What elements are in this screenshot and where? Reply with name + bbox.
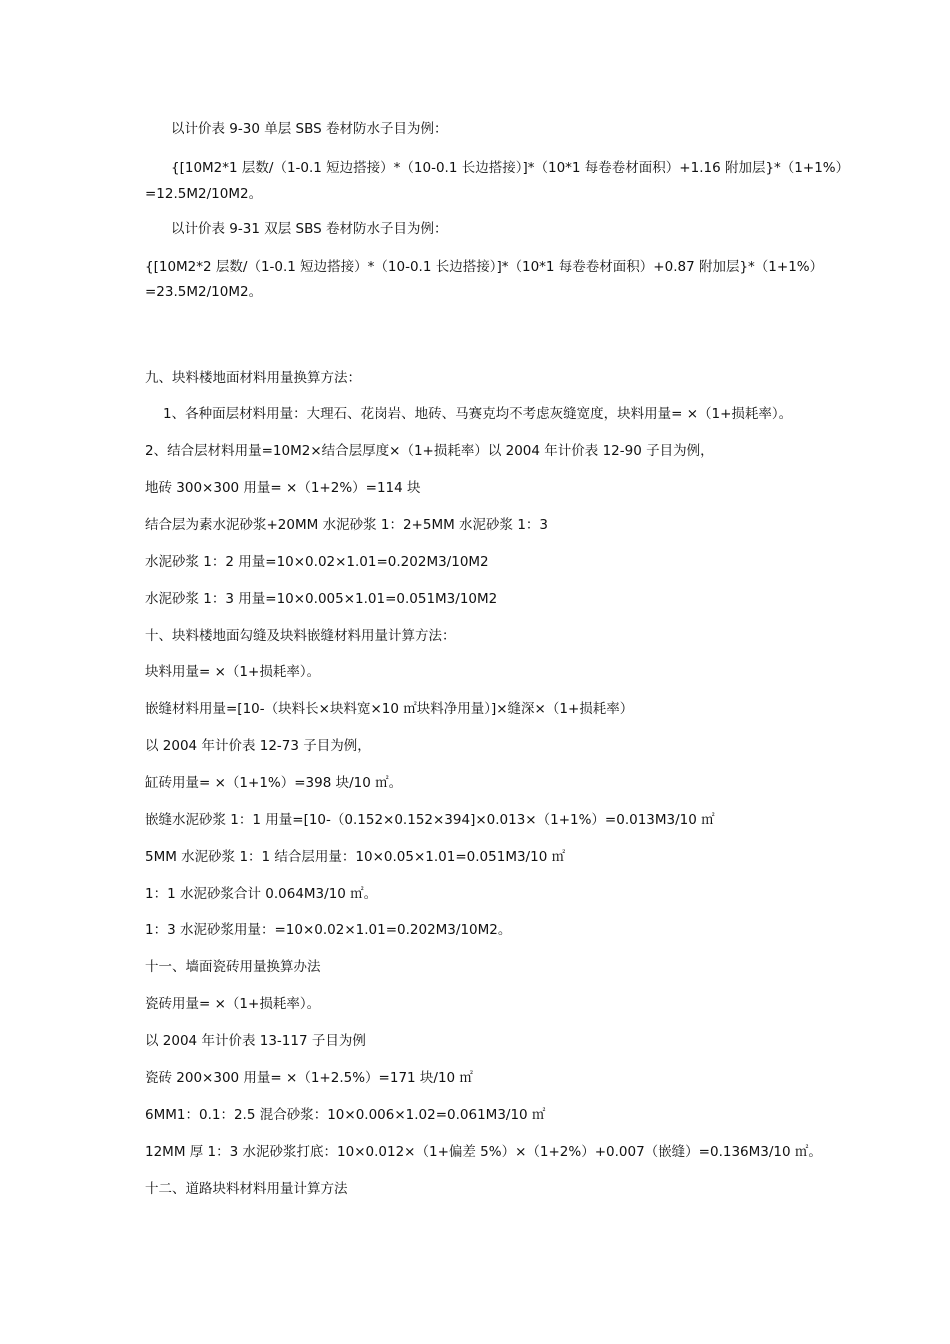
text-line: 12MM 厚 1：3 水泥砂浆打底：10×0.012×（1+偏差 5%）×（1+2%）+0.007（嵌缝）=0.136M3/10 ㎡。	[145, 1144, 822, 1160]
text-line: 地砖 300×300 用量= ×（1+2%）=114 块	[145, 480, 421, 496]
text-line: 缸砖用量= ×（1+1%）=398 块/10 ㎡。	[145, 775, 403, 791]
text-line: {[10M2*2 层数/（1-0.1 短边搭接）*（10-0.1 长边搭接）]*（10*1 每卷卷材面积）+0.87 附加层}*（1+1%）	[145, 259, 824, 275]
text-line: 瓷砖用量= ×（1+损耗率）。	[145, 996, 321, 1012]
text-line: 1、各种面层材料用量：大理石、花岗岩、地砖、马赛克均不考虑灰缝宽度，块料用量= ×（1+损耗率）。	[163, 406, 793, 422]
text-line: 以 2004 年计价表 13-117 子目为例	[145, 1033, 366, 1049]
text-line: 结合层为素水泥砂浆+20MM 水泥砂浆 1：2+5MM 水泥砂浆 1：3	[145, 517, 549, 533]
text-line: 以计价表 9-30 单层 SBS 卷材防水子目为例：	[171, 121, 448, 137]
text-line: {[10M2*1 层数/（1-0.1 短边搭接）*（10-0.1 长边搭接）]*（10*1 每卷卷材面积）+1.16 附加层}*（1+1%）	[171, 160, 850, 176]
section-heading: 十一、墙面瓷砖用量换算办法	[145, 959, 321, 975]
text-line: 嵌缝水泥砂浆 1：1 用量=[10-（0.152×0.152×394]×0.013×（1+1%）=0.013M3/10 ㎡	[145, 812, 715, 828]
section-heading: 十二、道路块料材料用量计算方法	[145, 1181, 348, 1197]
section-heading: 十、块料楼地面勾缝及块料嵌缝材料用量计算方法：	[145, 628, 456, 644]
text-line: 以 2004 年计价表 12-73 子目为例，	[145, 738, 371, 754]
text-line: 水泥砂浆 1：3 用量=10×0.005×1.01=0.051M3/10M2	[145, 591, 498, 607]
text-line: =23.5M2/10M2。	[145, 284, 263, 300]
text-line: 块料用量= ×（1+损耗率）。	[145, 664, 321, 680]
text-line: 1：3 水泥砂浆用量：=10×0.02×1.01=0.202M3/10M2。	[145, 922, 512, 938]
text-line: 1：1 水泥砂浆合计 0.064M3/10 ㎡。	[145, 886, 378, 902]
text-line: 5MM 水泥砂浆 1：1 结合层用量：10×0.05×1.01=0.051M3/10 ㎡	[145, 849, 566, 865]
section-heading: 九、块料楼地面材料用量换算方法：	[145, 370, 361, 386]
text-line: 瓷砖 200×300 用量= ×（1+2.5%）=171 块/10 ㎡	[145, 1070, 473, 1086]
text-line: 2、结合层材料用量=10M2×结合层厚度×（1+损耗率）以 2004 年计价表 12-90 子目为例，	[145, 443, 714, 459]
text-line: 以计价表 9-31 双层 SBS 卷材防水子目为例：	[171, 221, 448, 237]
text-line: 嵌缝材料用量=[10-（块料长×块料宽×10 ㎡块料净用量）]×缝深×（1+损耗率）	[145, 701, 634, 717]
text-line: 水泥砂浆 1：2 用量=10×0.02×1.01=0.202M3/10M2	[145, 554, 489, 570]
text-line: =12.5M2/10M2。	[145, 186, 263, 202]
text-line: 6MM1：0.1：2.5 混合砂浆：10×0.006×1.02=0.061M3/10 ㎡	[145, 1107, 546, 1123]
